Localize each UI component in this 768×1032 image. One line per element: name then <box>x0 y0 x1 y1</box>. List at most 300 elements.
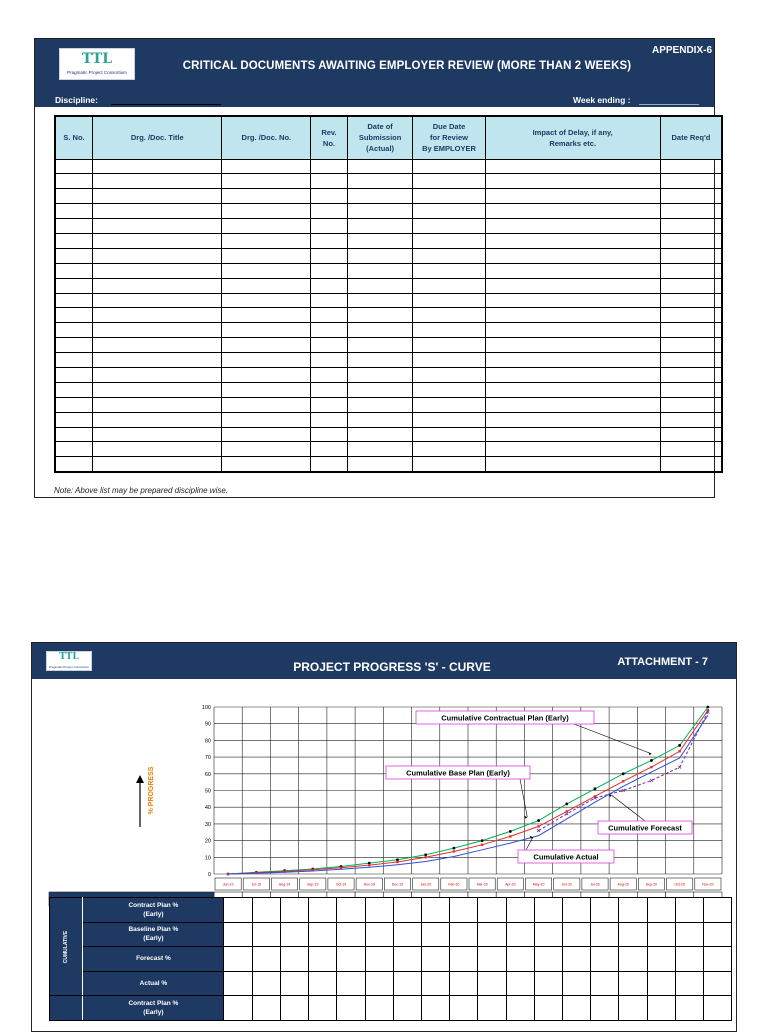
table-cell[interactable] <box>485 204 660 219</box>
table-cell[interactable] <box>413 293 485 308</box>
table-cell[interactable] <box>93 248 222 263</box>
value-cell[interactable] <box>563 947 591 972</box>
table-cell[interactable] <box>93 219 222 234</box>
value-cell[interactable] <box>619 996 647 1021</box>
table-cell[interactable] <box>660 189 722 204</box>
table-cell[interactable] <box>55 397 93 412</box>
table-cell[interactable] <box>347 412 413 427</box>
table-cell[interactable] <box>347 233 413 248</box>
table-cell[interactable] <box>311 397 348 412</box>
table-cell[interactable] <box>347 278 413 293</box>
table-cell[interactable] <box>485 353 660 368</box>
table-cell[interactable] <box>413 159 485 174</box>
table-cell[interactable] <box>222 382 311 397</box>
table-cell[interactable] <box>55 427 93 442</box>
table-cell[interactable] <box>660 338 722 353</box>
table-cell[interactable] <box>311 293 348 308</box>
value-cell[interactable] <box>591 971 619 996</box>
table-cell[interactable] <box>222 457 311 472</box>
table-cell[interactable] <box>347 204 413 219</box>
table-cell[interactable] <box>311 367 348 382</box>
table-cell[interactable] <box>93 382 222 397</box>
series-point-0 <box>678 744 681 747</box>
value-cell[interactable] <box>506 971 534 996</box>
value-cell[interactable] <box>421 922 449 947</box>
table-cell[interactable] <box>660 308 722 323</box>
table-cell[interactable] <box>660 263 722 278</box>
table-cell[interactable] <box>222 308 311 323</box>
table-cell[interactable] <box>93 189 222 204</box>
s-curve-chart <box>32 679 736 897</box>
table-cell[interactable] <box>485 397 660 412</box>
value-cell[interactable] <box>534 947 562 972</box>
value-cell[interactable] <box>675 971 703 996</box>
table-cell[interactable] <box>55 457 93 472</box>
table-cell[interactable] <box>347 353 413 368</box>
value-cell[interactable] <box>280 898 308 923</box>
table-cell[interactable] <box>660 248 722 263</box>
value-cell[interactable] <box>534 898 562 923</box>
value-cell[interactable] <box>337 922 365 947</box>
table-cell[interactable] <box>55 204 93 219</box>
value-cell[interactable] <box>337 898 365 923</box>
table-cell[interactable] <box>347 427 413 442</box>
table-cell[interactable] <box>347 382 413 397</box>
table-cell[interactable] <box>311 278 348 293</box>
table-cell[interactable] <box>55 412 93 427</box>
value-cell[interactable] <box>619 947 647 972</box>
value-cell[interactable] <box>478 947 506 972</box>
value-cell[interactable] <box>252 898 280 923</box>
table-cell[interactable] <box>413 382 485 397</box>
table-cell[interactable] <box>222 248 311 263</box>
table-cell[interactable] <box>413 353 485 368</box>
value-cell[interactable] <box>619 922 647 947</box>
value-cell[interactable] <box>365 898 393 923</box>
value-cell[interactable] <box>280 922 308 947</box>
x-tick-label: Jun-19 <box>222 882 234 887</box>
table-cell[interactable] <box>311 233 348 248</box>
table-cell[interactable] <box>485 263 660 278</box>
column-header <box>55 116 93 159</box>
table-cell[interactable] <box>222 219 311 234</box>
table-cell[interactable] <box>93 174 222 189</box>
value-cell[interactable] <box>421 947 449 972</box>
value-cell[interactable] <box>506 996 534 1021</box>
table-cell[interactable] <box>660 457 722 472</box>
x-tick-label: Oct-20 <box>674 882 685 887</box>
table-cell[interactable] <box>93 442 222 457</box>
table-cell[interactable] <box>93 338 222 353</box>
table-cell[interactable] <box>311 263 348 278</box>
table-cell[interactable] <box>222 338 311 353</box>
value-cell[interactable] <box>704 971 732 996</box>
column-header-line: Impact of Delay, if any, <box>532 127 613 137</box>
table-cell[interactable] <box>55 308 93 323</box>
table-cell[interactable] <box>311 219 348 234</box>
table-cell[interactable] <box>222 189 311 204</box>
table-cell[interactable] <box>311 174 348 189</box>
value-cell[interactable] <box>252 947 280 972</box>
value-cell[interactable] <box>365 947 393 972</box>
table-cell[interactable] <box>347 323 413 338</box>
table-cell[interactable] <box>311 159 348 174</box>
discipline-field[interactable] <box>111 104 221 105</box>
table-cell[interactable] <box>311 338 348 353</box>
row-label-line: (Early) <box>143 1008 164 1016</box>
table-row <box>55 233 722 248</box>
table-cell[interactable] <box>660 174 722 189</box>
table-cell[interactable] <box>413 278 485 293</box>
table-cell[interactable] <box>93 159 222 174</box>
value-cell[interactable] <box>365 996 393 1021</box>
value-cell[interactable] <box>563 898 591 923</box>
table-row <box>55 427 722 442</box>
column-header-line: Submission <box>358 133 402 143</box>
table-cell[interactable] <box>311 189 348 204</box>
table-cell[interactable] <box>413 263 485 278</box>
value-cell[interactable] <box>563 996 591 1021</box>
table-cell[interactable] <box>347 338 413 353</box>
table-cell[interactable] <box>413 427 485 442</box>
table-row <box>55 457 722 472</box>
table-cell[interactable] <box>347 442 413 457</box>
table-cell[interactable] <box>311 308 348 323</box>
table-cell[interactable] <box>347 189 413 204</box>
value-cell[interactable] <box>450 996 478 1021</box>
table-cell[interactable] <box>222 323 311 338</box>
value-cell[interactable] <box>478 898 506 923</box>
value-cell[interactable] <box>309 947 337 972</box>
y-tick-label: 100 <box>201 705 211 711</box>
table-cell[interactable] <box>55 233 93 248</box>
table-cell[interactable] <box>413 233 485 248</box>
value-cell[interactable] <box>619 971 647 996</box>
value-cell[interactable] <box>647 922 675 947</box>
value-cell[interactable] <box>450 971 478 996</box>
table-cell[interactable] <box>413 219 485 234</box>
table-cell[interactable] <box>311 457 348 472</box>
table-cell[interactable] <box>222 412 311 427</box>
value-cell[interactable] <box>450 898 478 923</box>
table-cell[interactable] <box>413 412 485 427</box>
table-cell[interactable] <box>660 293 722 308</box>
value-cell[interactable] <box>591 947 619 972</box>
value-cell[interactable] <box>675 922 703 947</box>
table-cell[interactable] <box>311 412 348 427</box>
table-cell[interactable] <box>413 442 485 457</box>
column-header <box>347 116 413 159</box>
table-cell[interactable] <box>93 233 222 248</box>
column-header-line: No. <box>322 138 336 148</box>
table-cell[interactable] <box>347 159 413 174</box>
table-cell[interactable] <box>93 263 222 278</box>
table-cell[interactable] <box>55 248 93 263</box>
value-cell[interactable] <box>704 898 732 923</box>
table-cell[interactable] <box>413 367 485 382</box>
callout-leader <box>612 796 645 821</box>
table-cell[interactable] <box>660 233 722 248</box>
column-header-line: Remarks etc. <box>549 138 597 148</box>
value-cell[interactable] <box>224 947 252 972</box>
table-cell[interactable] <box>485 427 660 442</box>
table-cell[interactable] <box>660 353 722 368</box>
table-header-row <box>55 116 722 159</box>
table-cell[interactable] <box>485 174 660 189</box>
table-cell[interactable] <box>222 353 311 368</box>
table-cell[interactable] <box>93 293 222 308</box>
row-label <box>83 947 224 972</box>
table-cell[interactable] <box>222 233 311 248</box>
table-cell[interactable] <box>485 412 660 427</box>
table-cell[interactable] <box>311 248 348 263</box>
table-cell[interactable] <box>347 174 413 189</box>
value-cell[interactable] <box>365 971 393 996</box>
table-cell[interactable] <box>93 457 222 472</box>
value-cell[interactable] <box>478 922 506 947</box>
value-cell[interactable] <box>591 922 619 947</box>
table-cell[interactable] <box>660 219 722 234</box>
x-tick-label: May-20 <box>532 882 545 887</box>
value-cell[interactable] <box>421 898 449 923</box>
table-cell[interactable] <box>485 219 660 234</box>
table-cell[interactable] <box>55 189 93 204</box>
table-cell[interactable] <box>55 159 93 174</box>
table-cell[interactable] <box>485 248 660 263</box>
table-cell[interactable] <box>413 323 485 338</box>
value-cell[interactable] <box>280 971 308 996</box>
table-cell[interactable] <box>55 382 93 397</box>
table-cell[interactable] <box>222 367 311 382</box>
table-cell[interactable] <box>485 382 660 397</box>
cumulative-group-label <box>50 898 83 996</box>
table-cell[interactable] <box>660 204 722 219</box>
value-cell[interactable] <box>704 947 732 972</box>
value-cell[interactable] <box>337 947 365 972</box>
table-cell[interactable] <box>660 442 722 457</box>
value-cell[interactable] <box>563 971 591 996</box>
table-cell[interactable] <box>55 278 93 293</box>
table-cell[interactable] <box>413 457 485 472</box>
value-cell[interactable] <box>704 922 732 947</box>
column-header-line: By EMPLOYER <box>422 144 476 154</box>
table-cell[interactable] <box>55 323 93 338</box>
panel-header <box>32 643 736 679</box>
table-cell[interactable] <box>222 397 311 412</box>
table-cell[interactable] <box>413 338 485 353</box>
table-cell[interactable] <box>93 412 222 427</box>
table-cell[interactable] <box>485 367 660 382</box>
table-cell[interactable] <box>347 457 413 472</box>
value-cell[interactable] <box>704 996 732 1021</box>
table-cell[interactable] <box>485 457 660 472</box>
table-cell[interactable] <box>55 293 93 308</box>
table-cell[interactable] <box>485 278 660 293</box>
table-cell[interactable] <box>413 248 485 263</box>
value-cell[interactable] <box>534 922 562 947</box>
value-cell[interactable] <box>478 996 506 1021</box>
value-cell[interactable] <box>675 947 703 972</box>
table-cell[interactable] <box>222 442 311 457</box>
value-cell[interactable] <box>506 947 534 972</box>
table-cell[interactable] <box>55 174 93 189</box>
table-cell[interactable] <box>311 442 348 457</box>
table-cell[interactable] <box>222 204 311 219</box>
company-logo <box>46 651 92 671</box>
table-cell[interactable] <box>485 338 660 353</box>
table-cell[interactable] <box>660 397 722 412</box>
value-cell[interactable] <box>675 996 703 1021</box>
footnote: Note: Above list may be prepared discipline wise. <box>54 486 229 495</box>
value-cell[interactable] <box>280 996 308 1021</box>
row-label-line: (Early) <box>143 935 164 943</box>
table-cell[interactable] <box>413 308 485 323</box>
table-cell[interactable] <box>413 189 485 204</box>
value-cell[interactable] <box>252 971 280 996</box>
table-cell[interactable] <box>660 412 722 427</box>
table-cell[interactable] <box>347 308 413 323</box>
table-cell[interactable] <box>93 204 222 219</box>
table-cell[interactable] <box>93 278 222 293</box>
value-cell[interactable] <box>309 996 337 1021</box>
y-tick-label: 80 <box>204 738 211 745</box>
table-cell[interactable] <box>93 367 222 382</box>
table-cell[interactable] <box>347 367 413 382</box>
table-cell[interactable] <box>311 204 348 219</box>
table-cell[interactable] <box>347 219 413 234</box>
value-cell[interactable] <box>365 922 393 947</box>
cumulative-progress-table <box>49 897 732 1021</box>
table-cell[interactable] <box>55 442 93 457</box>
table-cell[interactable] <box>485 233 660 248</box>
value-cell[interactable] <box>619 898 647 923</box>
series-point-1 <box>678 750 680 752</box>
value-cell[interactable] <box>393 971 421 996</box>
value-cell[interactable] <box>421 971 449 996</box>
value-cell[interactable] <box>224 922 252 947</box>
value-cell[interactable] <box>450 922 478 947</box>
table-cell[interactable] <box>485 293 660 308</box>
table-cell[interactable] <box>93 427 222 442</box>
value-cell[interactable] <box>393 996 421 1021</box>
value-cell[interactable] <box>252 996 280 1021</box>
table-cell[interactable] <box>311 323 348 338</box>
table-row <box>50 996 732 1021</box>
table-cell[interactable] <box>413 204 485 219</box>
value-cell[interactable] <box>591 898 619 923</box>
table-cell[interactable] <box>311 382 348 397</box>
value-cell[interactable] <box>393 898 421 923</box>
table-cell[interactable] <box>93 323 222 338</box>
row-label-line: (Early) <box>143 910 164 918</box>
row-label <box>83 996 224 1021</box>
value-cell[interactable] <box>647 996 675 1021</box>
value-cell[interactable] <box>224 996 252 1021</box>
x-tick-label: Jul-19 <box>251 882 262 887</box>
table-cell[interactable] <box>485 308 660 323</box>
table-cell[interactable] <box>55 367 93 382</box>
table-cell[interactable] <box>660 382 722 397</box>
table-cell[interactable] <box>222 174 311 189</box>
table-cell[interactable] <box>413 174 485 189</box>
grid <box>214 707 722 874</box>
table-cell[interactable] <box>311 427 348 442</box>
table-cell[interactable] <box>660 159 722 174</box>
value-cell[interactable] <box>224 971 252 996</box>
table-cell[interactable] <box>660 427 722 442</box>
row-label-line: Baseline Plan % <box>128 926 179 934</box>
table-cell[interactable] <box>222 159 311 174</box>
table-cell[interactable] <box>347 248 413 263</box>
callout-leader <box>520 779 527 817</box>
table-cell[interactable] <box>93 397 222 412</box>
value-cell[interactable] <box>534 971 562 996</box>
table-cell[interactable] <box>660 278 722 293</box>
table-cell[interactable] <box>93 308 222 323</box>
table-cell[interactable] <box>485 189 660 204</box>
value-cell[interactable] <box>647 971 675 996</box>
week-ending-field[interactable] <box>639 104 699 105</box>
value-cell[interactable] <box>309 922 337 947</box>
value-cell[interactable] <box>534 996 562 1021</box>
table-cell[interactable] <box>485 323 660 338</box>
table-cell[interactable] <box>55 338 93 353</box>
series-point-1 <box>396 861 398 863</box>
y-tick-label: 10 <box>204 855 211 862</box>
value-cell[interactable] <box>647 947 675 972</box>
table-cell[interactable] <box>222 293 311 308</box>
table-cell[interactable] <box>660 367 722 382</box>
value-cell[interactable] <box>393 947 421 972</box>
value-cell[interactable] <box>252 922 280 947</box>
table-cell[interactable] <box>55 353 93 368</box>
value-cell[interactable] <box>675 898 703 923</box>
table-cell[interactable] <box>311 353 348 368</box>
table-cell[interactable] <box>347 293 413 308</box>
value-cell[interactable] <box>224 898 252 923</box>
value-cell[interactable] <box>337 996 365 1021</box>
table-cell[interactable] <box>660 323 722 338</box>
table-cell[interactable] <box>485 159 660 174</box>
column-header-line: (Actual) <box>366 144 395 154</box>
table-cell[interactable] <box>222 263 311 278</box>
x-tick-label: Nov-20 <box>702 882 714 887</box>
table-cell[interactable] <box>347 263 413 278</box>
value-cell[interactable] <box>506 922 534 947</box>
table-cell[interactable] <box>222 278 311 293</box>
table-cell[interactable] <box>55 219 93 234</box>
value-cell[interactable] <box>280 947 308 972</box>
value-cell[interactable] <box>421 996 449 1021</box>
column-header <box>413 116 485 159</box>
table-cell[interactable] <box>413 397 485 412</box>
table-cell[interactable] <box>222 427 311 442</box>
table-cell[interactable] <box>485 442 660 457</box>
value-cell[interactable] <box>337 971 365 996</box>
table-cell[interactable] <box>347 397 413 412</box>
value-cell[interactable] <box>309 898 337 923</box>
value-cell[interactable] <box>591 996 619 1021</box>
table-cell[interactable] <box>55 263 93 278</box>
table-cell[interactable] <box>93 353 222 368</box>
value-cell[interactable] <box>478 971 506 996</box>
value-cell[interactable] <box>506 898 534 923</box>
value-cell[interactable] <box>647 898 675 923</box>
value-cell[interactable] <box>393 922 421 947</box>
value-cell[interactable] <box>563 922 591 947</box>
value-cell[interactable] <box>450 947 478 972</box>
value-cell[interactable] <box>309 971 337 996</box>
